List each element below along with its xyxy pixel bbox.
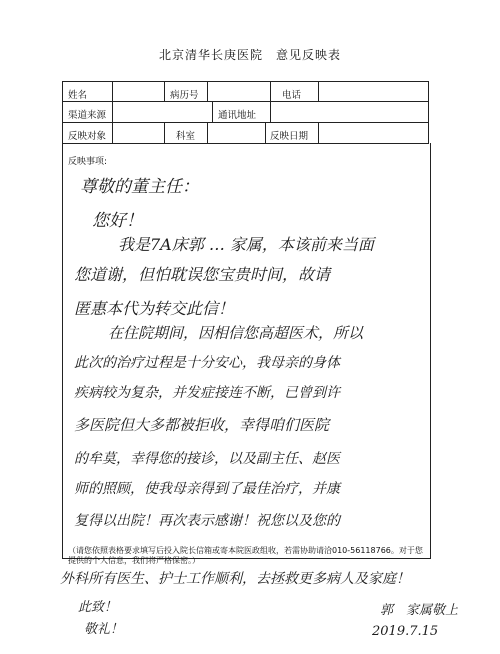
letter-line: 疾病较为复杂，并发症接连不断，已曾到许 [74,385,340,401]
letter-line: 多医院但大多都被拒收，幸得咱们医院 [74,416,330,434]
letter-continued-line: 外科所有医生、护士工作顺利，去拯救更多病人及家庭！ [60,571,410,587]
letter-closing-1: 此致！ [78,600,118,615]
table-col-divider [207,122,208,143]
department-label: 科室 [176,131,196,142]
table-col-divider [318,122,319,143]
letter-greeting: 您好！ [92,211,143,231]
date-label: 反映日期 [270,131,309,142]
remarks-label: 反映事项: [68,157,108,167]
table-border-top [62,81,429,82]
table-border-left [62,81,63,143]
signature-date: 2019.7.15 [372,624,439,639]
signature: 郭 家属敬上 [380,603,459,618]
table-row-divider [62,122,429,123]
table-col-divider [164,81,165,101]
letter-line: 复得以出院！再次表示感谢！祝您以及您的 [74,513,340,529]
phone-label: 电话 [282,90,302,101]
table-border-right [428,81,429,143]
table-col-divider [265,122,266,143]
record-no-label: 病历号 [170,90,199,101]
form-title: 北京清华长庚医院 意见反映表 [158,48,341,62]
table-col-divider [112,81,113,143]
table-col-divider [207,81,208,101]
letter-line: 在住院期间，因相信您高超医术，所以 [108,324,364,342]
table-row-divider [62,101,429,102]
name-label: 姓名 [68,90,88,101]
target-label: 反映对象 [68,131,107,142]
letter-closing-2: 敬礼！ [84,622,124,637]
letter-line: 的牟莫，幸得您的接诊，以及副主任、赵医 [74,451,340,467]
table-col-divider [164,122,165,143]
letter-line: 我是7A床郭 … 家属，本该前来当面 [118,235,374,254]
letter-line: 匿惠本代为转交此信！ [74,299,235,318]
address-label: 通讯地址 [218,110,257,121]
table-col-divider [212,101,213,122]
letter-line: 此次的治疗过程是十分安心，我母亲的身体 [74,355,340,371]
table-col-divider [270,81,271,101]
letter-line: 师的照顾，使我母亲得到了最佳治疗，并康 [74,481,340,497]
table-col-divider [270,101,271,122]
channel-label: 渠道来源 [68,110,107,121]
letter-line: 您道谢，但怕耽误您宝贵时间，故请 [74,265,331,284]
letter-salutation: 尊敬的董主任： [80,177,199,197]
form-footnote: （请您依照表格要求填写后投入院长信箱或寄本院医政组收，若需协助请洽010-56118766。对于您提供的个人信息，我们将严格保密。） [68,546,423,565]
table-col-divider [318,81,319,101]
